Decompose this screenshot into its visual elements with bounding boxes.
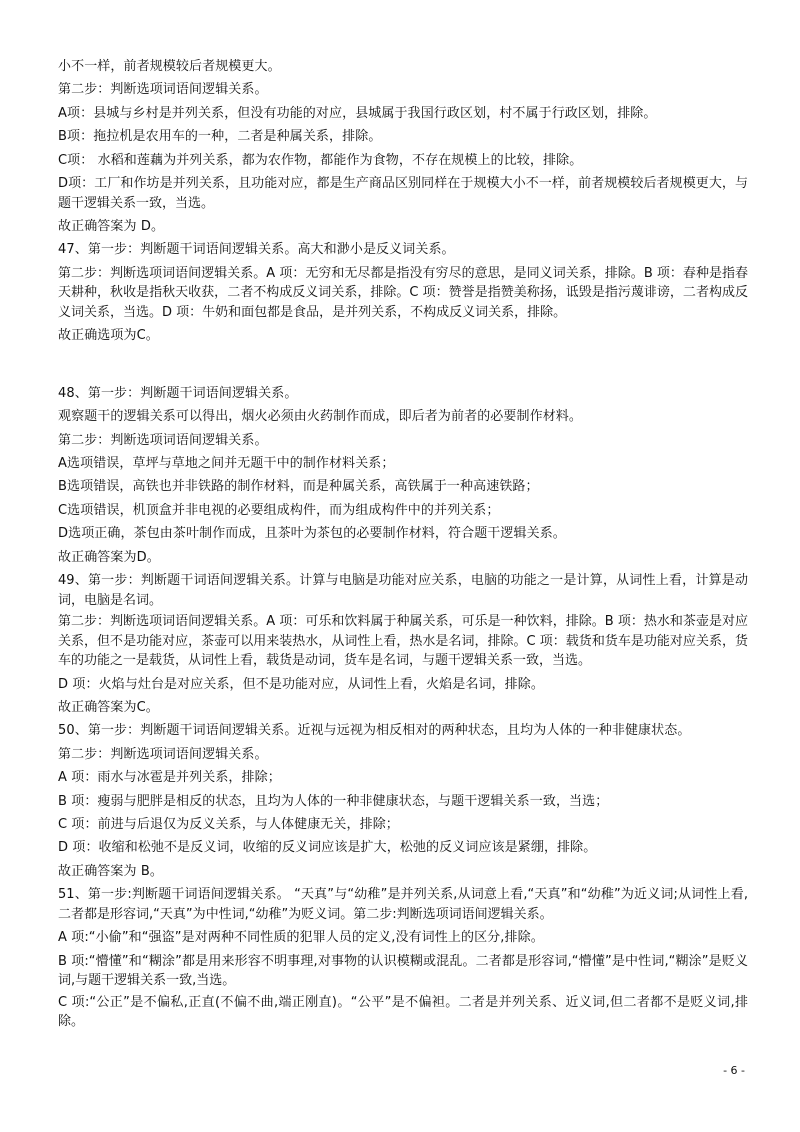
text-paragraph: B 项:“懵懂”和“糊涂”都是用来形容不明事理,对事物的认识模糊或混乱。二者都是形容词,“懵懂”是中性词,“糊涂”是贬义词,与题干逻辑关系一致,当选。 <box>58 953 748 989</box>
text-line: 第二步：判断选项词语间逻辑关系。 <box>58 82 268 98</box>
text-line: D选项正确，茶包由茶叶制作而成，且茶叶为茶包的必要制作材料，符合题干逻辑关系。 <box>58 526 566 542</box>
text-paragraph: 第二步：判断选项词语间逻辑关系。A 项：无穷和无尽都是指没有穷尽的意思，是同义词关系，排除。B 项：春种是指春天耕种，秋收是指秋天收获，二者不构成反义词关系，排除。C 项：赞誉是指赞美称扬，诋毁是指污蔑诽谤，二者构成反义词关系，当选。D 项：牛奶和面包都是食品，是并列关系，不构成反义词关系，排除。 <box>58 265 748 320</box>
text-line: B项：拖拉机是农用车的一种，二者是种属关系，排除。 <box>58 129 382 145</box>
text-paragraph: D项：工厂和作坊是并列关系，且功能对应，都是生产商品区别同样在于规模大小不一样，前者规模较后者规模更大，与题干逻辑关系一致，当选。 <box>58 176 748 211</box>
text-line: B 项：瘦弱与肥胖是相反的状态，且均为人体的一种非健康状态，与题干逻辑关系一致，当选； <box>58 793 609 809</box>
question-heading: 51、第一步:判断题干词语间逻辑关系。 “天真”与“幼稚”是并列关系,从词意上看,“天真”和“幼稚”为近义词;从词性上看,二者都是形容词,“天真”为中性词,“幼稚”为贬义词。第二步:判断选项词语间逻辑关系。 <box>58 887 748 922</box>
answer-block-51 <box>58 885 748 1031</box>
text-paragraph: 第二步：判断选项词语间逻辑关系。A 项：可乐和饮料属于种属关系，可乐是一种饮料，排除。B 项：热水和茶壶是对应关系，但不是功能对应，茶壶可以用来装热水，从词性上看，热水是名词，排除。C 项：载货和货车是功能对应关系，货车的功能之一是载货，从词性上看，载货是动词，货车是名词，与题干逻辑关系一致，当选。 <box>58 614 748 668</box>
answer-block-47 <box>58 238 748 347</box>
answer-block-49 <box>58 571 748 719</box>
text-paragraph: C 项:“公正”是不偏私,正直(不偏不曲,端正刚直)。“公平”是不偏袒。二者是并列关系、近义词,但二者都不是贬义词,排除。 <box>58 994 748 1030</box>
question-heading: 47、第一步：判断题干词语间逻辑关系。高大和渺小是反义词关系。 <box>58 242 455 258</box>
question-heading: 50、第一步：判断题干词语间逻辑关系。近视与远视为相反相对的两种状态，且均为人体的一种非健康状态。 <box>58 723 691 739</box>
question-heading: 48、第一步：判断题干词语间逻辑关系。 <box>58 385 298 401</box>
text-line: A 项：雨水与冰雹是并列关系，排除； <box>58 770 281 786</box>
text-line: B选项错误，高铁也并非铁路的制作材料，而是种属关系，高铁属于一种高速铁路； <box>58 479 539 495</box>
text-line: A 项:“小偷”和“强盗”是对两种不同性质的犯罪人员的定义,没有词性上的区分,排除。 <box>58 930 544 946</box>
text-line: A选项错误，草坪与草地之间并无题干中的制作材料关系； <box>58 455 395 471</box>
answer-line: 故正确答案为D。 <box>58 549 160 565</box>
answer-line: 故正确答案为 D。 <box>58 219 165 235</box>
answer-line: 故正确选项为C。 <box>58 328 159 344</box>
text-line: 小不一样，前者规模较后者规模更大。 <box>58 59 281 74</box>
text-line: 第二步：判断选项词语间逻辑关系。 <box>58 746 268 762</box>
document-page <box>58 55 748 1034</box>
text-line: C项： 水稻和莲藕为并列关系，都为农作物，都能作为食物，不存在规模上的比较，排除。 <box>58 152 583 168</box>
text-line: D 项：收缩和松弛不是反义词，收缩的反义词应该是扩大，松弛的反义词应该是紧绷，排除。 <box>58 840 597 856</box>
answer-line: 故正确答案为C。 <box>58 699 159 715</box>
text-line: D 项：火焰与灶台是对应关系，但不是功能对应，从词性上看，火焰是名词，排除。 <box>58 676 544 692</box>
text-line: C 项：前进与后退仅为反义关系，与人体健康无关，排除； <box>58 816 399 832</box>
page-number: - 6 - <box>723 1064 745 1077</box>
text-line: A项：县城与乡村是并列关系，但没有功能的对应，县城属于我国行政区划，村不属于行政区划，排除。 <box>58 105 657 121</box>
blank-gap <box>58 348 748 382</box>
answer-block-46-continued <box>58 55 748 238</box>
text-line: 第二步：判断选项词语间逻辑关系。 <box>58 432 268 448</box>
answer-line: 故正确答案为 B。 <box>58 863 163 879</box>
text-line: 观察题干的逻辑关系可以得出，烟火必须由火药制作而成，即后者为前者的必要制作材料。 <box>58 409 583 425</box>
answer-block-50 <box>58 719 748 883</box>
question-heading: 49、第一步：判断题干词语间逻辑关系。计算与电脑是功能对应关系，电脑的功能之一是计算，从词性上看，计算是动词，电脑是名词。 <box>58 573 748 608</box>
text-line: C选项错误，机顶盒并非电视的必要组成构件，而为组成构件中的并列关系； <box>58 502 500 518</box>
answer-block-48 <box>58 382 748 569</box>
